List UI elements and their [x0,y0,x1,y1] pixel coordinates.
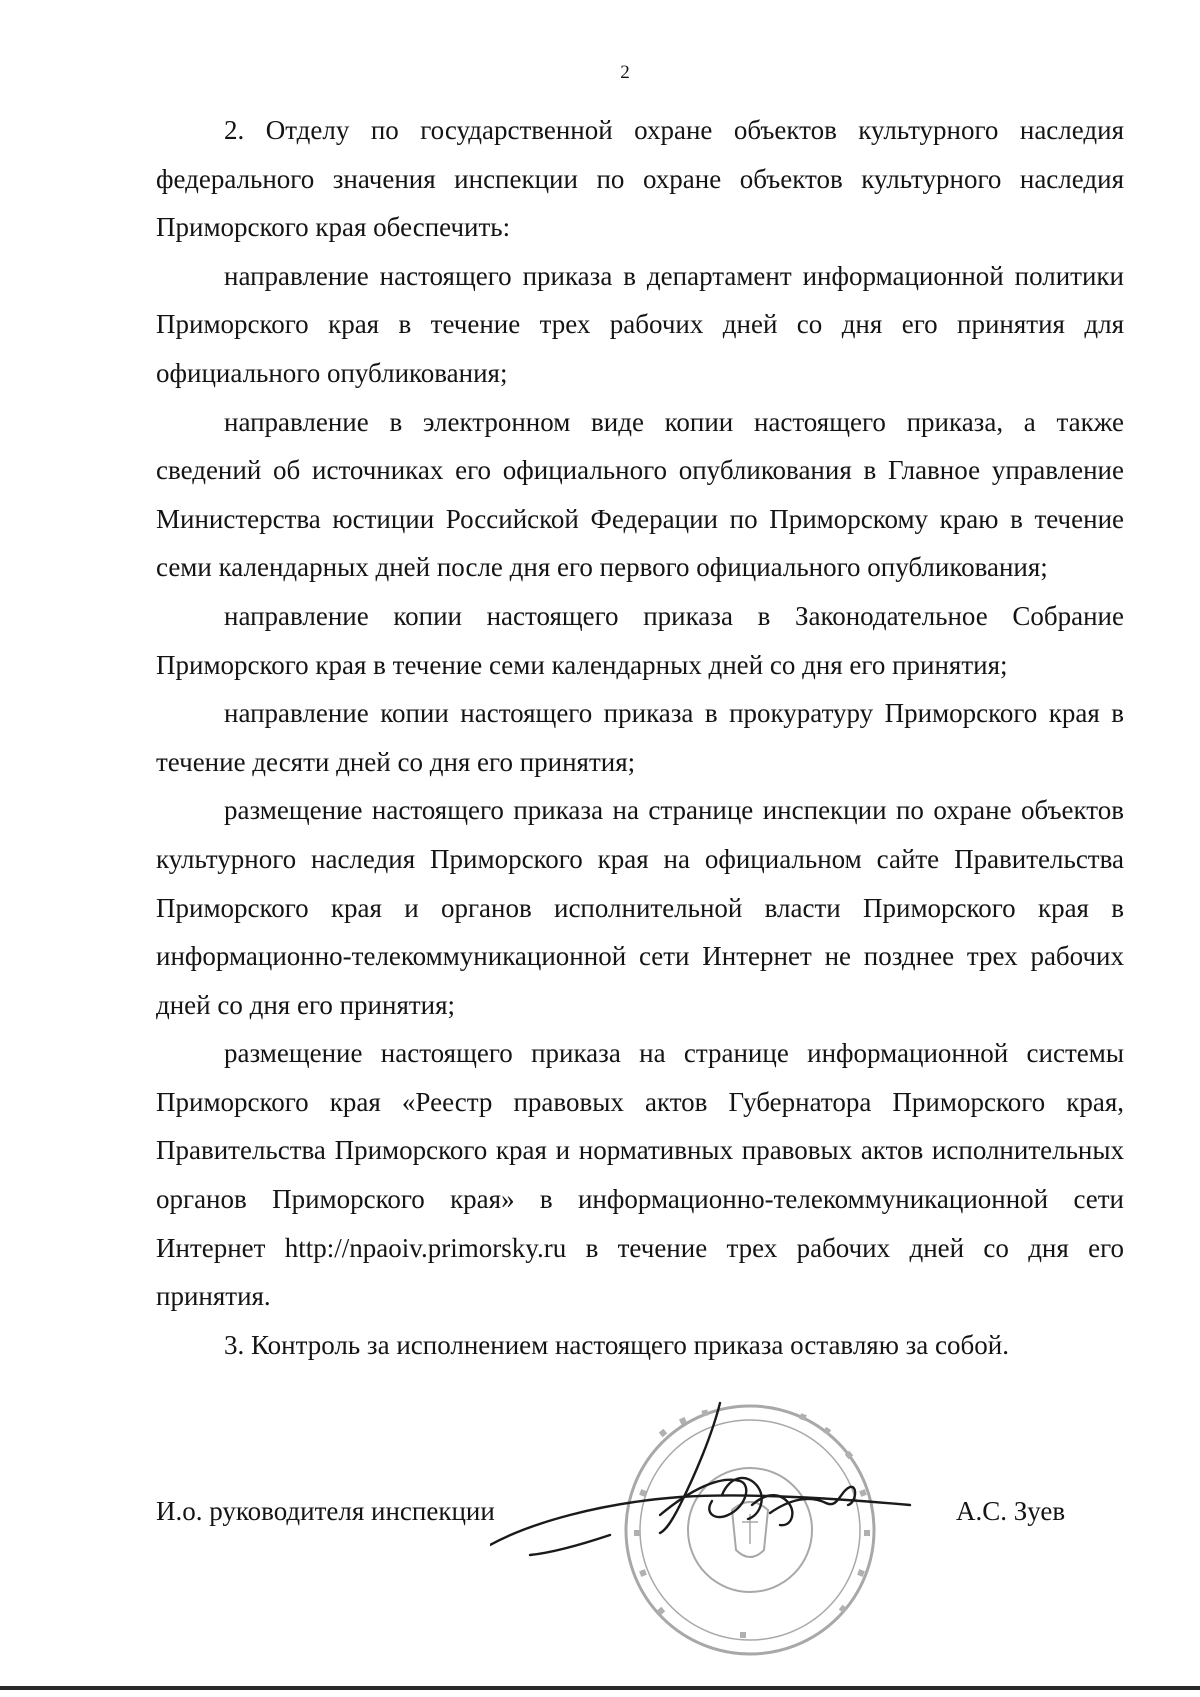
signer-position: И.о. руководителя инспекции [156,1496,495,1526]
paragraph-prosecutor: направление копии настоящего приказа в прокуратуру Приморского края в течение десяти дней со дня его принятия; [156,698,1124,777]
document-body [156,106,1124,1369]
paragraph-item-3: 3. Контроль за исполнением настоящего приказа оставляю за собой. [224,1329,1009,1360]
paragraph-info-policy: направление настоящего приказа в департамент информационной политики Приморского края в течение трех рабочих дней со дня его принятия для официального опубликования; [156,260,1124,388]
paragraph-item-2: 2. Отделу по государственной охране объектов культурного наследия федерального значения инспекции по охране объектов культурного наследия Приморского края обеспечить: [156,115,1124,243]
paragraph-registry: размещение настоящего приказа на странице информационной системы Приморского края «Реестр правовых актов Губернатора Приморского края, Правительства Приморского края и нормативных правовых актов исполнительных органов Приморского края» в информационно-телекоммуникационной сети Интернет http://npaoiv.primorsky.ru в течение трех рабочих дней со дня его принятия. [156,1038,1124,1312]
signature-block [156,1490,1124,1550]
bottom-rule [0,1686,1200,1690]
page-number: 2 [620,62,630,83]
paragraph-official-site: размещение настоящего приказа на странице инспекции по охране объектов культурного наследия Приморского края на официальном сайте Правительства Приморского края и органов исполнительной власти Приморского края в информационно-телекоммуникационной сети Интернет не позднее трех рабочих дней со дня его принятия; [156,795,1124,1020]
signer-name: А.С. Зуев [956,1496,1066,1526]
paragraph-legislative-assembly: направление копии настоящего приказа в Законодательное Собрание Приморского края в течение семи календарных дней со дня его принятия; [156,600,1124,680]
paragraph-ministry-justice: направление в электронном виде копии настоящего приказа, а также сведений об источниках его официального опубликования в Главное управление Министерства юстиции Российской Федерации по Приморскому краю в течение семи календарных дней после дня его первого официального опубликования; [156,406,1124,583]
